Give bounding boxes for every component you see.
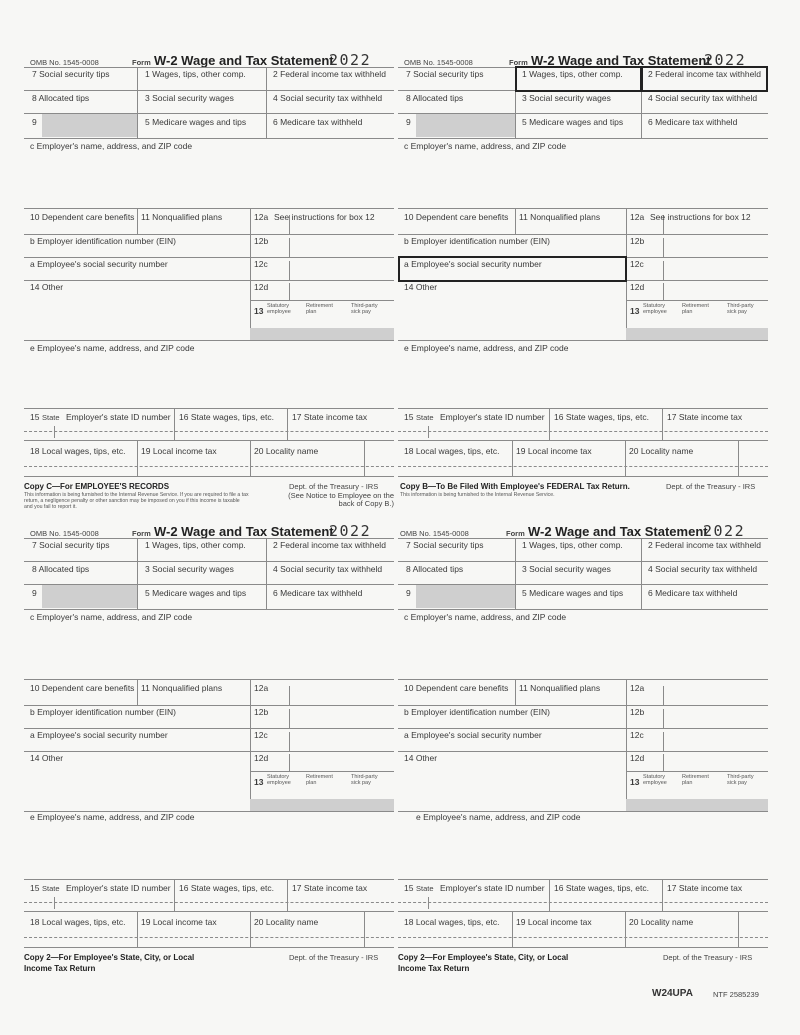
copy-note: This information is being furnished to the Internal Revenue Service. If you are required to file a tax return, a negligence penalty or other sanction may be imposed on you if this income is taxable and you fail to report it. <box>24 492 249 510</box>
box-19-label: 19 Local income tax <box>516 446 592 456</box>
form-label: Form <box>509 58 528 67</box>
box-4-label: 4 Social security tax withheld <box>648 93 758 103</box>
box-16-label: 16 State wages, tips, etc. <box>179 412 274 422</box>
box-7-label: 7 Social security tips <box>406 540 484 550</box>
box-10-label: 10 Dependent care benefits <box>404 212 509 222</box>
box-8-label: 8 Allocated tips <box>406 93 464 103</box>
box-6-label: 6 Medicare tax withheld <box>648 117 738 127</box>
box-b-ein-label: b Employer identification number (EIN) <box>404 236 550 246</box>
box-13-label: 13 <box>254 306 264 316</box>
box-c-label: c Employer's name, address, and ZIP code <box>404 612 567 622</box>
box-12d-label: 12d <box>630 753 645 763</box>
box-10-label: 10 Dependent care benefits <box>30 212 135 222</box>
form-year: 2022 <box>329 522 372 540</box>
box-12d-label: 12d <box>630 282 645 292</box>
box-12c-label: 12c <box>254 730 268 740</box>
statutory-label: Statutory employee <box>267 303 291 315</box>
box-5-label: 5 Medicare wages and tips <box>145 117 247 127</box>
box-12a-label: 12a <box>254 683 269 693</box>
box-b-ein-label: b Employer identification number (EIN) <box>30 236 176 246</box>
form-year: 2022 <box>703 522 746 540</box>
box-15-id-label: Employer's state ID number <box>440 883 545 893</box>
copy-dept: Dept. of the Treasury - IRS <box>289 482 379 491</box>
box-1-label: 1 Wages, tips, other comp. <box>145 69 246 79</box>
box-a-ssn-label: a Employee's social security number <box>30 730 168 740</box>
box-18-label: 18 Local wages, tips, etc. <box>404 446 500 456</box>
box-a-ssn-label: a Employee's social security number <box>404 730 542 740</box>
box-15-state: State <box>42 413 60 422</box>
box-15-label: 15 <box>404 883 414 893</box>
copy-title: Copy 2—For Employee's State, City, or Local Income Tax Return <box>398 953 569 973</box>
panel-copy-2-left <box>24 521 394 981</box>
box-9-label: 9 <box>32 588 37 598</box>
box-e-label: e Employee's name, address, and ZIP code <box>30 343 195 353</box>
box-c-label: c Employer's name, address, and ZIP code <box>30 612 193 622</box>
box-16-label: 16 State wages, tips, etc. <box>554 412 649 422</box>
box-5-label: 5 Medicare wages and tips <box>145 588 247 598</box>
box-15-state: State <box>416 413 434 422</box>
box-b-ein-label: b Employer identification number (EIN) <box>404 707 550 717</box>
copy-title: Copy 2—For Employee's State, City, or Local Income Tax Return <box>24 953 195 973</box>
copy-note: This information is being furnished to the Internal Revenue Service. <box>400 492 555 498</box>
box-9-label: 9 <box>406 588 411 598</box>
copy-see-notice: (See Notice to Employee on the back of Copy B.) <box>288 491 394 508</box>
box-7-label: 7 Social security tips <box>32 540 110 550</box>
box-19-label: 19 Local income tax <box>141 446 217 456</box>
omb-number: OMB No. 1545-0008 <box>30 58 99 67</box>
box-14-label: 14 Other <box>30 282 64 292</box>
form-year: 2022 <box>704 51 747 69</box>
box-12b-label: 12b <box>630 707 645 717</box>
box-4-label: 4 Social security tax withheld <box>648 564 758 574</box>
copy-dept: Dept. of the Treasury - IRS <box>666 482 756 491</box>
box-15-label: 15 <box>30 883 40 893</box>
box-5-label: 5 Medicare wages and tips <box>522 588 624 598</box>
box-15-id-label: Employer's state ID number <box>66 883 171 893</box>
box-7-label: 7 Social security tips <box>32 69 110 79</box>
box-13-label: 13 <box>630 777 640 787</box>
form-year: 2022 <box>329 51 372 69</box>
box-10-label: 10 Dependent care benefits <box>404 683 509 693</box>
retirement-label: Retirement plan <box>682 774 709 786</box>
box-11-label: 11 Nonqualified plans <box>519 212 601 222</box>
box-20-label: 20 Locality name <box>629 917 694 927</box>
form-title: W-2 Wage and Tax Statement <box>528 524 708 539</box>
box-6-label: 6 Medicare tax withheld <box>273 588 363 598</box>
box-5-label: 5 Medicare wages and tips <box>522 117 624 127</box>
retirement-label: Retirement plan <box>306 303 333 315</box>
omb-number: OMB No. 1545-0008 <box>404 58 473 67</box>
box-11-label: 11 Nonqualified plans <box>141 212 223 222</box>
box-12c-label: 12c <box>254 259 268 269</box>
statutory-label: Statutory employee <box>643 303 667 315</box>
box-8-label: 8 Allocated tips <box>32 93 90 103</box>
box-9-label: 9 <box>406 117 411 127</box>
omb-number: OMB No. 1545-0008 <box>30 529 99 538</box>
box-b-ein-label: b Employer identification number (EIN) <box>30 707 176 717</box>
box-11-label: 11 Nonqualified plans <box>519 683 601 693</box>
omb-number: OMB No. 1545-0008 <box>400 529 469 538</box>
form-title: W-2 Wage and Tax Statement <box>154 524 334 539</box>
box-12b-label: 12b <box>630 236 645 246</box>
box-18-label: 18 Local wages, tips, etc. <box>404 917 500 927</box>
panel-copy-c <box>24 50 394 510</box>
box-12b-label: 12b <box>254 707 269 717</box>
box-15-label: 15 <box>30 412 40 422</box>
form-title: W-2 Wage and Tax Statement <box>154 53 334 68</box>
thirdparty-label: Third-party sick pay <box>351 774 378 786</box>
box-20-label: 20 Locality name <box>254 446 319 456</box>
box-2-label: 2 Federal income tax withheld <box>273 69 386 79</box>
box-18-label: 18 Local wages, tips, etc. <box>30 917 126 927</box>
form-code: W24UPA <box>652 988 693 999</box>
box-12d-label: 12d <box>254 282 269 292</box>
box-c-label: c Employer's name, address, and ZIP code <box>30 141 193 151</box>
box-c-label: c Employer's name, address, and ZIP code <box>404 141 567 151</box>
box-12c-label: 12c <box>630 730 644 740</box>
box-17-label: 17 State income tax <box>667 412 743 422</box>
box-6-label: 6 Medicare tax withheld <box>273 117 363 127</box>
panel-copy-b <box>398 50 768 510</box>
box-7-label: 7 Social security tips <box>406 69 484 79</box>
box-1-label: 1 Wages, tips, other comp. <box>522 69 623 79</box>
retirement-label: Retirement plan <box>682 303 709 315</box>
box-e-label: e Employee's name, address, and ZIP code <box>30 812 195 822</box>
box-3-label: 3 Social security wages <box>145 93 234 103</box>
box-4-label: 4 Social security tax withheld <box>273 93 383 103</box>
copy-title: Copy C—For EMPLOYEE'S RECORDS <box>24 482 170 491</box>
box-17-label: 17 State income tax <box>292 412 368 422</box>
box-3-label: 3 Social security wages <box>145 564 234 574</box>
box-1-label: 1 Wages, tips, other comp. <box>522 540 623 550</box>
box-12a-label: 12a <box>630 683 645 693</box>
copy-title: Copy B—To Be Filed With Employee's FEDERAL Tax Return. <box>400 482 630 491</box>
box-3-label: 3 Social security wages <box>522 564 611 574</box>
box-14-label: 14 Other <box>404 282 438 292</box>
box-15-state: State <box>42 884 60 893</box>
box-e-label: e Employee's name, address, and ZIP code <box>416 812 581 822</box>
box-e-label: e Employee's name, address, and ZIP code <box>404 343 569 353</box>
box-17-label: 17 State income tax <box>667 883 743 893</box>
statutory-label: Statutory employee <box>643 774 667 786</box>
box-2-label: 2 Federal income tax withheld <box>273 540 386 550</box>
box-2-label: 2 Federal income tax withheld <box>648 69 761 79</box>
box-20-label: 20 Locality name <box>629 446 694 456</box>
box-8-label: 8 Allocated tips <box>32 564 90 574</box>
box-17-label: 17 State income tax <box>292 883 368 893</box>
box-3-label: 3 Social security wages <box>522 93 611 103</box>
box-8-label: 8 Allocated tips <box>406 564 464 574</box>
copy-dept: Dept. of the Treasury - IRS <box>663 953 753 962</box>
box-15-id-label: Employer's state ID number <box>66 412 171 422</box>
box-a-ssn-label: a Employee's social security number <box>404 259 542 269</box>
box-12a-label: 12a <box>630 212 645 222</box>
box-18-label: 18 Local wages, tips, etc. <box>30 446 126 456</box>
box-11-label: 11 Nonqualified plans <box>141 683 223 693</box>
form-title: W-2 Wage and Tax Statement <box>531 53 711 68</box>
box-4-label: 4 Social security tax withheld <box>273 564 383 574</box>
form-label: Form <box>132 529 151 538</box>
box-19-label: 19 Local income tax <box>141 917 217 927</box>
panel-copy-2-right <box>398 521 768 981</box>
box-19-label: 19 Local income tax <box>516 917 592 927</box>
thirdparty-label: Third-party sick pay <box>727 303 754 315</box>
retirement-label: Retirement plan <box>306 774 333 786</box>
box-12a-label: 12a <box>254 212 269 222</box>
box-12d-label: 12d <box>254 753 269 763</box>
form-label: Form <box>132 58 151 67</box>
statutory-label: Statutory employee <box>267 774 291 786</box>
box-13-label: 13 <box>630 306 640 316</box>
box-10-label: 10 Dependent care benefits <box>30 683 135 693</box>
box-6-label: 6 Medicare tax withheld <box>648 588 738 598</box>
box-16-label: 16 State wages, tips, etc. <box>554 883 649 893</box>
box-1-label: 1 Wages, tips, other comp. <box>145 540 246 550</box>
box-15-label: 15 <box>404 412 414 422</box>
box-16-label: 16 State wages, tips, etc. <box>179 883 274 893</box>
copy-dept: Dept. of the Treasury - IRS <box>289 953 379 962</box>
box-12b-label: 12b <box>254 236 269 246</box>
box-14-label: 14 Other <box>404 753 438 763</box>
box-a-ssn-label: a Employee's social security number <box>30 259 168 269</box>
box-15-id-label: Employer's state ID number <box>440 412 545 422</box>
box-12c-label: 12c <box>630 259 644 269</box>
thirdparty-label: Third-party sick pay <box>727 774 754 786</box>
box-12a-note: See instructions for box 12 <box>650 212 751 222</box>
ntf-number: NTF 2585239 <box>713 990 759 999</box>
box-12a-note: See instructions for box 12 <box>274 212 375 222</box>
box-9-label: 9 <box>32 117 37 127</box>
box-13-label: 13 <box>254 777 264 787</box>
form-label: Form <box>506 529 525 538</box>
box-2-label: 2 Federal income tax withheld <box>648 540 761 550</box>
box-20-label: 20 Locality name <box>254 917 319 927</box>
box-14-label: 14 Other <box>30 753 64 763</box>
thirdparty-label: Third-party sick pay <box>351 303 378 315</box>
box-15-state: State <box>416 884 434 893</box>
